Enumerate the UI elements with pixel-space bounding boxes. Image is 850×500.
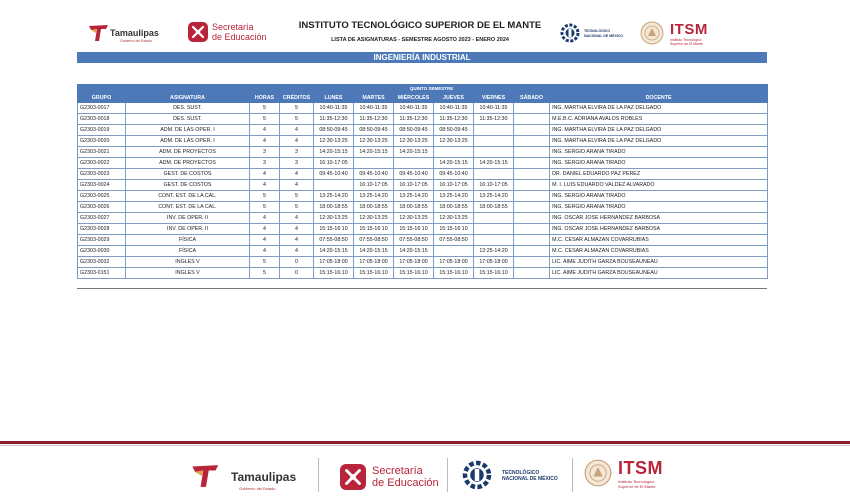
friday-cell [474, 136, 514, 147]
wednesday-cell: 18:00-18:55 [394, 202, 434, 213]
tuesday-cell: 16:10-17:05 [354, 180, 394, 191]
table-row [78, 180, 768, 191]
subject-cell: DES. SUST. [126, 103, 250, 114]
tuesday-cell: 10:40-11:35 [354, 103, 394, 114]
divider [77, 288, 767, 289]
tamaulipas-t-icon [191, 462, 221, 490]
subject-cell: FÍSICA [126, 246, 250, 257]
monday-cell: 13:25-14:20 [314, 191, 354, 202]
teacher-cell: ING. OSCAR JOSE HERNANDEZ BARBOSA [550, 224, 768, 235]
group-cell: G2303-0026 [78, 202, 126, 213]
hours-cell: 5 [250, 202, 280, 213]
saturday-cell [514, 268, 550, 279]
wednesday-cell: 14:20-15:15 [394, 246, 434, 257]
wednesday-cell: 12:30-13:25 [394, 213, 434, 224]
wednesday-cell: 14:20-15:15 [394, 147, 434, 158]
sep-text [212, 22, 267, 42]
credits-cell: 5 [280, 202, 314, 213]
col-header: JUEVES [434, 94, 474, 103]
footer-rule [0, 441, 850, 444]
monday-cell [314, 180, 354, 191]
sep-line1: Secretaría [212, 22, 254, 32]
thursday-cell: 18:00-18:55 [434, 202, 474, 213]
wednesday-cell: 08:50-09:45 [394, 125, 434, 136]
monday-cell: 17:05-18:00 [314, 257, 354, 268]
monday-cell: 18:00-18:55 [314, 202, 354, 213]
saturday-cell [514, 125, 550, 136]
thursday-cell: 16:10-17:05 [434, 180, 474, 191]
table-row [78, 257, 768, 268]
friday-cell [474, 147, 514, 158]
table-row [78, 114, 768, 125]
tamaulipas-logo [88, 23, 168, 45]
table-row [78, 202, 768, 213]
credits-cell: 3 [280, 158, 314, 169]
tuesday-cell [354, 158, 394, 169]
group-cell: G2303-0020 [78, 136, 126, 147]
page-title: INSTITUTO TECNOLÓGICO SUPERIOR DE EL MANTE [298, 20, 542, 31]
saturday-cell [514, 169, 550, 180]
credits-cell: 4 [280, 213, 314, 224]
subject-cell: INV. DE OPER. II [126, 213, 250, 224]
friday-cell: 16:10-17:05 [474, 180, 514, 191]
col-header: GRUPO [78, 94, 126, 103]
tuesday-cell: 15:15-16:10 [354, 224, 394, 235]
group-cell: G2303-0032 [78, 257, 126, 268]
friday-cell: 13:25-14:20 [474, 191, 514, 202]
footer-itsm-name: ITSM [618, 458, 663, 478]
credits-cell: 4 [280, 136, 314, 147]
teacher-cell: ING. SERGIO ARANA TIRADO [550, 202, 768, 213]
col-header: ASIGNATURA [126, 94, 250, 103]
credits-cell: 4 [280, 235, 314, 246]
footer-tecnm-line1: TECNOLÓGICO [502, 470, 540, 476]
saturday-cell [514, 246, 550, 257]
sep-line2: de Educación [212, 32, 267, 42]
subject-cell: DES. SUST. [126, 114, 250, 125]
semester-spacer-right [550, 85, 768, 94]
monday-cell: 11:35-12:30 [314, 114, 354, 125]
group-cell: G2303-0019 [78, 125, 126, 136]
group-cell: G2303-0025 [78, 191, 126, 202]
hours-cell: 4 [250, 180, 280, 191]
semester-label: QUINTO SEMESTRE [314, 85, 550, 94]
saturday-cell [514, 224, 550, 235]
saturday-cell [514, 114, 550, 125]
itsm-seal-icon [640, 21, 664, 45]
tamaulipas-sub: Gobierno del Estado [120, 39, 152, 43]
wednesday-cell: 12:30-13:25 [394, 136, 434, 147]
col-header: SÁBADO [514, 94, 550, 103]
footer-sep-line2: de Educación [372, 477, 439, 489]
group-cell: G2303-0151 [78, 268, 126, 279]
hours-cell: 4 [250, 169, 280, 180]
tuesday-cell: 12:30-13:25 [354, 136, 394, 147]
footer-itsm-sub [618, 479, 656, 489]
table-row [78, 235, 768, 246]
tecnm-logo [560, 22, 630, 46]
hours-cell: 5 [250, 268, 280, 279]
footer-tecnm-text [502, 470, 558, 482]
group-cell: G2303-0027 [78, 213, 126, 224]
tuesday-cell: 11:35-12:30 [354, 114, 394, 125]
subject-cell: CONT. EST. DE LA CAL. [126, 202, 250, 213]
saturday-cell [514, 191, 550, 202]
saturday-cell [514, 235, 550, 246]
credits-cell: 5 [280, 103, 314, 114]
credits-cell: 0 [280, 268, 314, 279]
monday-cell: 07:55-08:50 [314, 235, 354, 246]
tecnm-line2: NACIONAL DE MÉXICO [584, 33, 624, 38]
tuesday-cell: 08:50-09:45 [354, 125, 394, 136]
saturday-cell [514, 213, 550, 224]
footer-tecnm-logo [462, 458, 562, 494]
table-row [78, 224, 768, 235]
table-row [78, 191, 768, 202]
group-cell: G2303-0030 [78, 246, 126, 257]
tecnm-gear-icon [462, 458, 492, 492]
teacher-cell: ING. MARTHA ELVIRA DE LA PAZ DELGADO [550, 136, 768, 147]
monday-cell: 14:20-15:15 [314, 246, 354, 257]
saturday-cell [514, 158, 550, 169]
credits-cell: 5 [280, 191, 314, 202]
group-cell: G2303-0022 [78, 158, 126, 169]
saturday-cell [514, 103, 550, 114]
footer-divider [447, 458, 448, 492]
monday-cell: 12:30-13:25 [314, 136, 354, 147]
friday-cell [474, 125, 514, 136]
tamaulipas-name: Tamaulipas [110, 28, 159, 38]
subject-cell: INGLES V [126, 257, 250, 268]
friday-cell: 13:25-14:20 [474, 246, 514, 257]
table-row [78, 213, 768, 224]
friday-cell: 11:35-12:30 [474, 114, 514, 125]
page-subtitle: LISTA DE ASIGNATURAS - SEMESTRE AGOSTO 2023 - ENERO 2024 [331, 37, 509, 43]
teacher-cell: ING. OSCAR JOSE HERNANDEZ BARBOSA [550, 213, 768, 224]
hours-cell: 4 [250, 125, 280, 136]
department-band: INGENIERÍA INDUSTRIAL [77, 52, 767, 63]
monday-cell: 09:45-10:40 [314, 169, 354, 180]
col-header: VIERNES [474, 94, 514, 103]
group-cell: G2303-0017 [78, 103, 126, 114]
thursday-cell: 12:30-13:25 [434, 213, 474, 224]
hours-cell: 4 [250, 136, 280, 147]
footer-divider [572, 458, 573, 492]
thursday-cell: 14:20-15:15 [434, 158, 474, 169]
friday-cell: 14:20-15:15 [474, 158, 514, 169]
teacher-cell: M.C. CESAR ALMAZAN COVARRUBIAS [550, 235, 768, 246]
subject-cell: ADM. DE LAS OPER. I [126, 136, 250, 147]
subject-cell: ADM. DE PROYECTOS [126, 147, 250, 158]
credits-cell: 4 [280, 246, 314, 257]
friday-cell: 10:40-11:35 [474, 103, 514, 114]
wednesday-cell: 15:15-16:10 [394, 268, 434, 279]
friday-cell: 18:00-18:55 [474, 202, 514, 213]
tuesday-cell: 12:30-13:25 [354, 213, 394, 224]
footer-itsm-line1: Instituto Tecnológico [618, 479, 655, 484]
friday-cell: 17:05-18:00 [474, 257, 514, 268]
wednesday-cell: 09:45-10:40 [394, 169, 434, 180]
sep-badge-icon [340, 464, 366, 490]
monday-cell: 10:40-11:35 [314, 103, 354, 114]
table-header-row [78, 94, 768, 103]
sep-logo [188, 20, 278, 46]
col-header: MIÉRCOLES [394, 94, 434, 103]
footer-sep-line1: Secretaría [372, 465, 423, 477]
itsm-sub [670, 38, 703, 46]
credits-cell: 4 [280, 169, 314, 180]
friday-cell [474, 224, 514, 235]
group-cell: G2303-0024 [78, 180, 126, 191]
credits-cell: 4 [280, 180, 314, 191]
tuesday-cell: 15:15-16:10 [354, 268, 394, 279]
friday-cell [474, 213, 514, 224]
monday-cell: 08:50-09:45 [314, 125, 354, 136]
schedule-table [77, 84, 768, 279]
table-row [78, 103, 768, 114]
col-header: CRÉDITOS [280, 94, 314, 103]
table-row [78, 268, 768, 279]
footer-tamaulipas-name: Tamaulipas [231, 470, 297, 484]
group-cell: G2303-0023 [78, 169, 126, 180]
credits-cell: 5 [280, 114, 314, 125]
hours-cell: 5 [250, 103, 280, 114]
wednesday-cell: 16:10-17:05 [394, 180, 434, 191]
credits-cell: 4 [280, 224, 314, 235]
tuesday-cell: 14:20-15:15 [354, 147, 394, 158]
monday-cell: 14:20-15:15 [314, 147, 354, 158]
subject-cell: GEST. DE COSTOS [126, 169, 250, 180]
credits-cell: 3 [280, 147, 314, 158]
wednesday-cell: 15:15-16:10 [394, 224, 434, 235]
sep-badge-icon [188, 22, 208, 42]
wednesday-cell: 11:35-12:30 [394, 114, 434, 125]
subject-cell: GEST. DE COSTOS [126, 180, 250, 191]
schedule-body [78, 103, 768, 279]
wednesday-cell: 10:40-11:35 [394, 103, 434, 114]
footer-sep-text [372, 465, 439, 489]
saturday-cell [514, 180, 550, 191]
saturday-cell [514, 136, 550, 147]
table-row [78, 169, 768, 180]
monday-cell: 12:30-13:25 [314, 213, 354, 224]
wednesday-cell: 07:55-08:50 [394, 235, 434, 246]
col-header: DOCENTE [550, 94, 768, 103]
itsm-line2: Superior de El Mante [670, 42, 703, 46]
saturday-cell [514, 257, 550, 268]
teacher-cell: DR. DANIEL EDUARDO PAZ PEREZ [550, 169, 768, 180]
footer-tamaulipas-sub: Gobierno del Estado [239, 486, 276, 491]
thursday-cell: 11:35-12:30 [434, 114, 474, 125]
wednesday-cell: 17:05-18:00 [394, 257, 434, 268]
tuesday-cell: 17:05-18:00 [354, 257, 394, 268]
group-cell: G2303-0029 [78, 235, 126, 246]
subject-cell: CONT. EST. DE LA CAL. [126, 191, 250, 202]
hours-cell: 5 [250, 191, 280, 202]
group-cell: G2303-0021 [78, 147, 126, 158]
thursday-cell: 17:05-18:00 [434, 257, 474, 268]
hours-cell: 5 [250, 114, 280, 125]
teacher-cell: LIC. AIME JUDITH GARZA BOUSEAUNEAU [550, 257, 768, 268]
thursday-cell [434, 246, 474, 257]
semester-spacer [78, 85, 314, 94]
teacher-cell: ING. SERGIO ARANA TIRADO [550, 147, 768, 158]
hours-cell: 3 [250, 158, 280, 169]
footer-tamaulipas-logo [191, 462, 297, 492]
page-header [0, 0, 850, 50]
thursday-cell [434, 147, 474, 158]
tecnm-line1: TECNOLÓGICO [584, 29, 611, 33]
table-row [78, 136, 768, 147]
footer-tecnm-line2: NACIONAL DE MÉXICO [502, 476, 558, 482]
subject-cell: INGLES V [126, 268, 250, 279]
tuesday-cell: 18:00-18:55 [354, 202, 394, 213]
tuesday-cell: 13:25-14:20 [354, 191, 394, 202]
hours-cell: 3 [250, 147, 280, 158]
col-header: HORAS [250, 94, 280, 103]
friday-cell [474, 169, 514, 180]
tuesday-cell: 09:45-10:40 [354, 169, 394, 180]
footer-itsm-logo [584, 458, 684, 494]
table-row [78, 246, 768, 257]
tuesday-cell: 14:20-15:15 [354, 246, 394, 257]
hours-cell: 4 [250, 213, 280, 224]
thursday-cell: 08:50-09:45 [434, 125, 474, 136]
friday-cell: 15:15-16:10 [474, 268, 514, 279]
footer-rule-thin [0, 445, 850, 446]
tecnm-gear-icon [560, 22, 580, 44]
thursday-cell: 12:30-13:25 [434, 136, 474, 147]
saturday-cell [514, 202, 550, 213]
thursday-cell: 07:55-08:50 [434, 235, 474, 246]
teacher-cell: M.C. CESAR ALMAZAN COVARRUBIAS [550, 246, 768, 257]
teacher-cell: M.E.B.C. ADRIANA AVALOS ROBLES [550, 114, 768, 125]
itsm-name: ITSM [670, 21, 708, 38]
thursday-cell: 10:40-11:35 [434, 103, 474, 114]
footer-divider [318, 458, 319, 492]
subject-cell: FÍSICA [126, 235, 250, 246]
thursday-cell: 15:15-16:10 [434, 224, 474, 235]
hours-cell: 4 [250, 246, 280, 257]
teacher-cell: ING. SERGIO ARANA TIRADO [550, 158, 768, 169]
group-cell: G2303-0018 [78, 114, 126, 125]
thursday-cell: 13:25-14:20 [434, 191, 474, 202]
tuesday-cell: 07:55-08:50 [354, 235, 394, 246]
wednesday-cell [394, 158, 434, 169]
col-header: MARTES [354, 94, 394, 103]
hours-cell: 4 [250, 224, 280, 235]
itsm-logo [640, 20, 730, 48]
teacher-cell: LIC. AIME JUDITH GARZA BOUSEAUNEAU [550, 268, 768, 279]
table-row [78, 147, 768, 158]
col-header: LUNES [314, 94, 354, 103]
monday-cell: 15:15-16:10 [314, 224, 354, 235]
teacher-cell: ING. MARTHA ELVIRA DE LA PAZ DELGADO [550, 103, 768, 114]
thursday-cell: 09:45-10:40 [434, 169, 474, 180]
saturday-cell [514, 147, 550, 158]
itsm-line1: Instituto Tecnológico [670, 38, 702, 42]
group-cell: G2303-0028 [78, 224, 126, 235]
friday-cell [474, 235, 514, 246]
teacher-cell: ING. MARTHA ELVIRA DE LA PAZ DELGADO [550, 125, 768, 136]
table-row [78, 158, 768, 169]
teacher-cell: M. I. LUIS EDUARDO VALDEZ ALVARADO [550, 180, 768, 191]
footer-itsm-line2: Superior de El Mante [618, 484, 656, 489]
tamaulipas-t-icon [88, 23, 110, 43]
credits-cell: 4 [280, 125, 314, 136]
hours-cell: 4 [250, 235, 280, 246]
itsm-seal-icon [584, 459, 612, 487]
subject-cell: ADM. DE PROYECTOS [126, 158, 250, 169]
thursday-cell: 15:15-16:10 [434, 268, 474, 279]
table-row [78, 125, 768, 136]
subject-cell: INV. DE OPER. II [126, 224, 250, 235]
monday-cell: 16:10-17:05 [314, 158, 354, 169]
teacher-cell: ING. SERGIO ARANA TIRADO [550, 191, 768, 202]
footer-sep-logo [340, 462, 440, 492]
footer-logos [0, 452, 850, 494]
credits-cell: 0 [280, 257, 314, 268]
tecnm-text [584, 29, 623, 38]
subject-cell: ADM. DE LAS OPER. I [126, 125, 250, 136]
monday-cell: 15:15-16:10 [314, 268, 354, 279]
hours-cell: 5 [250, 257, 280, 268]
wednesday-cell: 13:25-14:20 [394, 191, 434, 202]
